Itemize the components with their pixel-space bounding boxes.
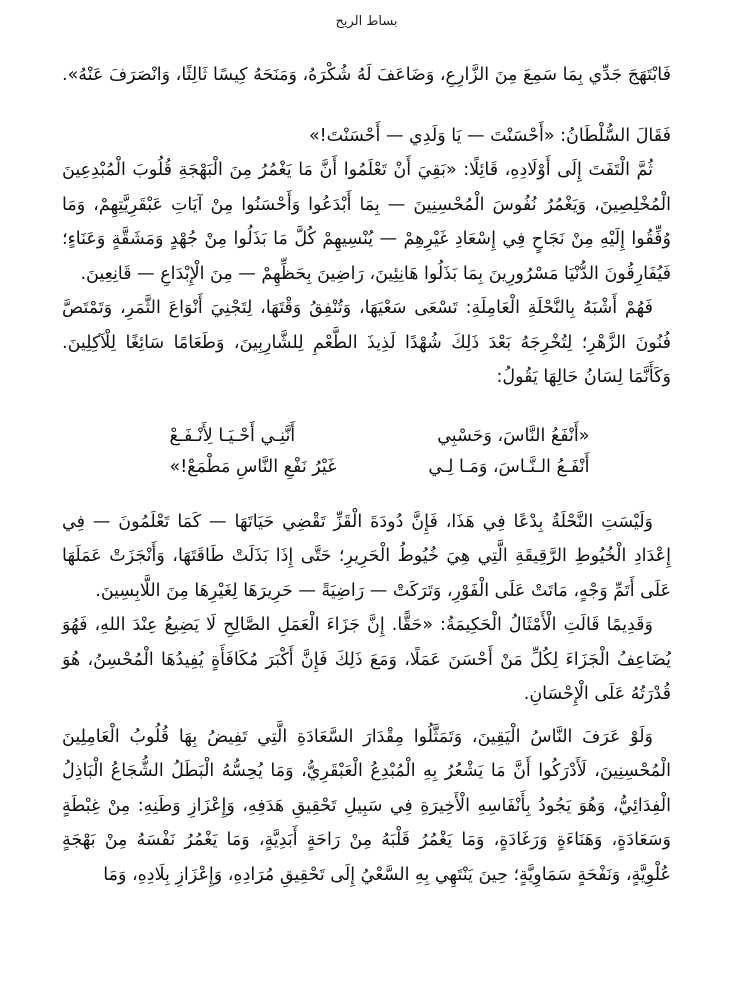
poem-hemistich: غَيْرُ نَفْعِ النَّاسِ مَطْمَعْ!» xyxy=(169,456,337,477)
poem-hemistich: «أَنْفَعُ النَّاسَ، وَحَسْبِي xyxy=(437,425,590,446)
running-title: بساط الريح xyxy=(335,14,398,29)
poem-verse-2 xyxy=(62,452,671,483)
poem-verse-1 xyxy=(62,421,671,452)
paragraph-3: ثُمَّ الْتَفَتَ إِلَى أَوْلَادِهِ، قَائِلًا: «بَقِيَ أَنْ تَعْلَمُوا أَنَّ مَا يَغْمُرُ مِنَ الْبَهْجَةِ قُلُوبَ الْمُبْدِعِينَ الْمُخْلِصِينَ، وَيَغْمُرُ نُفُوسَ الْمُحْسِنِينَ — بِمَا أَبْدَعُوا وَأَحْسَنُوا مِنْ آيَاتِ عَبْقَرِيَّتِهِمْ، وَمَا وُفِّقُوا إِلَيْهِ مِنْ نَجَاحٍ فِي إِسْعَادِ غَيْرِهِمْ — يُنْسِيهِمْ كُلَّ مَا بَذَلُوا مِنْ جُهْدٍ وَمَشَقَّةٍ وَعَنَاءٍ؛ فَيُفَارِقُونَ الدُّنْيَا مَسْرُورِينَ بِمَا بَذَلُوا هَانِئِينَ، رَاضِينَ بِحَظِّهِمْ — مِنَ الْإِبْدَاعِ — قَانِعِينَ. xyxy=(62,160,671,284)
poem xyxy=(62,421,671,483)
paragraph-2: فَقَالَ السُّلْطَانُ: «أَحْسَنْتَ — يَا وَلَدِي — أَحْسَنْتَ!» xyxy=(308,125,671,146)
paragraph-4: فَهُمْ أَشْبَهُ بِالنَّحْلَةِ الْعَامِلَةِ: تَسْعَى سَعْيَهَا، وَتُنْفِقُ وَقْتَهَا، لِتَجْنِيَ أَنْوَاعَ الثَّمَرِ، وَتَمْتَصَّ فُنُونَ الزَّهْرِ؛ لِتُخْرِجَهُ بَعْدَ ذَلِكَ شُهْدًا لَذِيذَ الطَّعْمِ لِلشَّارِبِينَ، وَطَعَامًا سَائِغًا لِلْآكِلِينَ. وَكَأَنَّمَا لِسَانُ حَالِهَا يَقُولُ: xyxy=(62,298,671,387)
paragraph-6: وَقَدِيمًا قَالَتِ الْأَمْثَالُ الْحَكِيمَةُ: «حَقًّا. إِنَّ جَزَاءَ الْعَمَلِ الصَّالِحِ لَا يَضِيعُ عِنْدَ اللهِ، فَهُوَ يُضَاعِفُ الْجَزَاءَ لِكُلِّ مَنْ أَحْسَنَ عَمَلًا، وَمَعَ ذَلِكَ فَإِنَّ أَكْبَرَ مُكَافَأَةٍ يُفِيدُهَا الْمُحْسِنُ، هُوَ قُدْرَتُهُ عَلَى الْإِحْسَانِ. xyxy=(62,615,671,704)
paragraph-5: وَلَيْسَتِ النَّحْلَةُ بِدْعًا فِي هَذَا، فَإِنَّ دُودَةَ الْقَزِّ تَقْضِي حَيَاتَهَا — كَمَا تَعْلَمُونَ — فِي إِعْدَادِ الْخُيُوطِ الرَّقِيقَةِ الَّتِي هِيَ خُيُوطُ الْحَرِيرِ؛ حَتَّى إِذَا بَذَلَتْ طَاقَتَهَا، وَأَنْجَزَتْ عَمَلَهَا عَلَى أَتَمِّ وَجْهٍ، مَاتَتْ عَلَى الْفَوْرِ، وَتَرَكَتْ — رَاضِيَةً — حَرِيرَهَا لِغَيْرِهَا مِنَ اللَّابِسِينَ. xyxy=(62,511,671,601)
poem-hemistich: أَنْفَـعُ الـنَّـاسَ، وَمَـا لِـي xyxy=(428,456,590,477)
paragraph-7: وَلَوْ عَرَفَ النَّاسُ الْيَقِينَ، وَتَمَثَّلُوا مِقْدَارَ السَّعَادَةِ الَّتِي تَفِيضُ بِهَا قُلُوبُ الْعَامِلِينَ الْمُحْسِنِينَ، لَأَدْرَكُوا أَنَّ مَا يَشْعُرُ بِهِ الْمُبْدِعُ الْعَبْقَرِيُّ، وَمَا يُحِسُّهُ الْبَطَلُ الشُّجَاعُ الْبَاذِلُ الْفِدَائِيُّ، وَهُوَ يَجُودُ بِأَنْفَاسِهِ الْأَخِيرَةِ فِي سَبِيلِ تَحْقِيقِ هَدَفِهِ، وَإِعْزَازِ وَطَنِهِ: مِنْ غِبْطَةٍ وَسَعَادَةٍ، وَهَنَاءَةٍ وَرَغَادَةٍ، وَمَا يَغْمُرُ قَلْبَهُ مِنْ رَاحَةٍ أَبَدِيَّةٍ، وَمَا يَغْمُرُ نَفْسَهُ مِنْ بَهْجَةٍ عُلْوِيَّةٍ، وَنَفْحَةٍ سَمَاوِيَّةٍ؛ حِينَ يَنْتَهِي بِهِ السَّعْيُ إِلَى تَحْقِيقِ مُرَادِهِ، وَإِعْزَازِ بِلَادِهِ، وَمَا xyxy=(62,726,671,885)
poem-hemistich: أَنَّنِـي أَحْـيَـا لِأَنْـفَـعْ xyxy=(169,425,296,446)
paragraph-1: فَابْتَهَجَ جَدِّي بِمَا سَمِعَ مِنَ الزَّارِعِ، وَضَاعَفَ لَهُ شُكْرَهُ، وَمَنَحَهُ كِيسًا ثَالِثًا، وَانْصَرَفَ عَنْهُ». xyxy=(62,65,671,85)
body-text xyxy=(62,58,671,892)
